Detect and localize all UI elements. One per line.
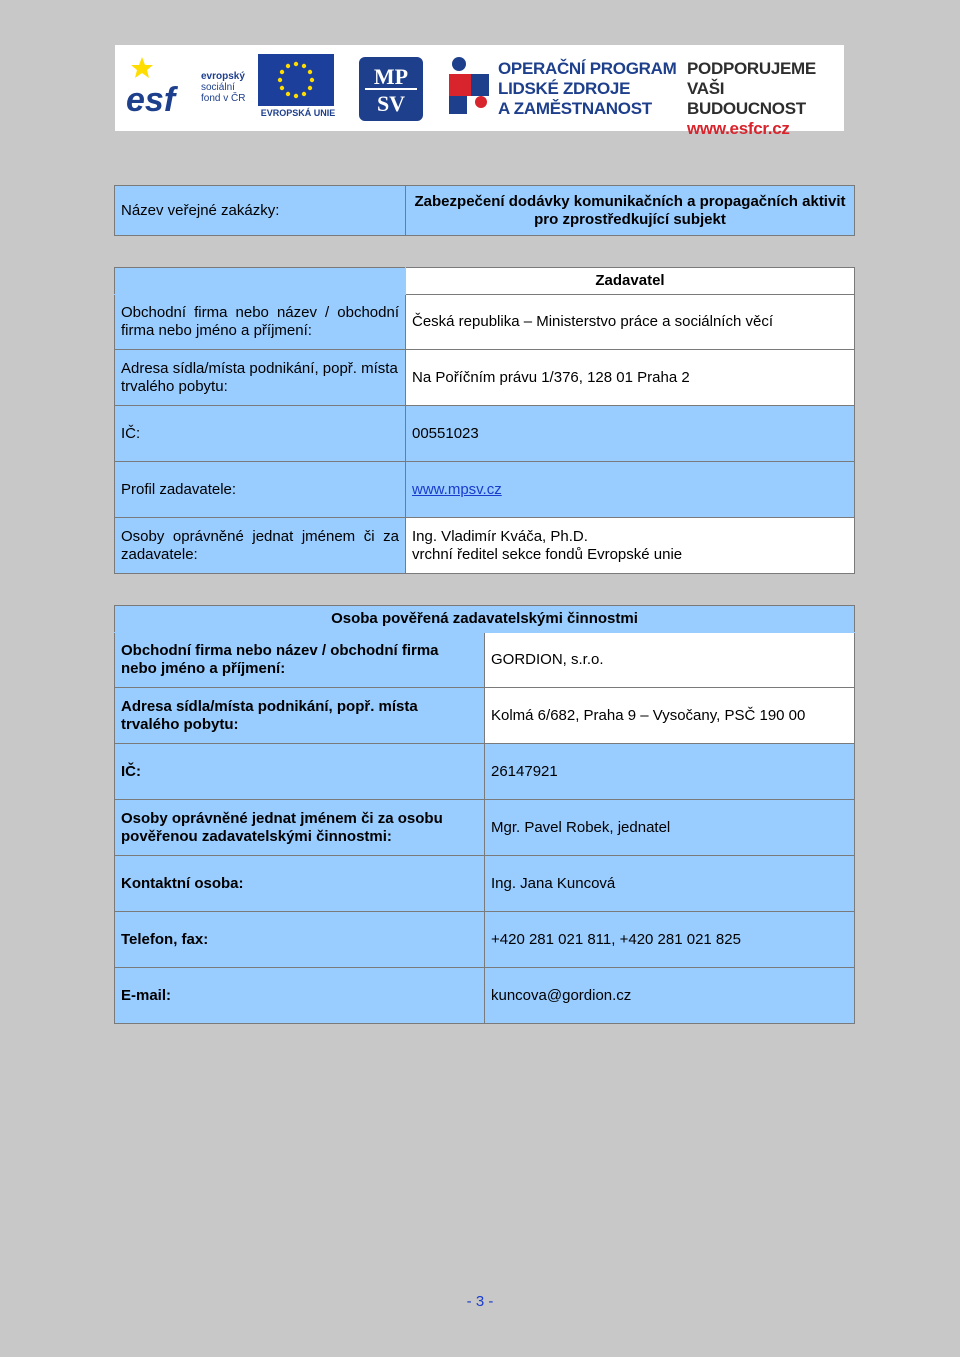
poverena-phone-label: Telefon, fax: <box>115 912 485 968</box>
zadavatel-firm-label: Obchodní firma nebo název / obchodní firma nebo jméno a příjmení: <box>115 295 406 350</box>
poverena-address-value: Kolmá 6/682, Praha 9 – Vysočany, PSČ 190 00 <box>485 688 855 744</box>
zadavatel-persons-cell <box>406 518 855 574</box>
zadavatel-profile-label: Profil zadavatele: <box>115 462 406 518</box>
eu-flag-icon <box>258 54 334 106</box>
poverena-ic-label: IČ: <box>115 744 485 800</box>
poverena-firm-value: GORDION, s.r.o. <box>485 633 855 688</box>
esf-word: esf <box>126 81 176 117</box>
op-program-text <box>498 59 676 119</box>
logo-banner <box>115 45 844 138</box>
zadavatel-table <box>114 267 855 574</box>
contract-title-table <box>114 185 855 236</box>
pod-line-2: VAŠI BUDOUCNOST <box>687 79 806 118</box>
op-line-2: LIDSKÉ ZDROJE <box>498 79 631 98</box>
esf-caption <box>201 71 263 104</box>
zadavatel-persons-role: vrchní ředitel sekce fondů Evropské unie <box>412 545 683 563</box>
poverena-heading: Osoba pověřená zadavatelskými činnostmi <box>115 606 855 633</box>
zadavatel-address-label: Adresa sídla/místa podnikání, popř. místa trvalého pobytu: <box>115 350 406 406</box>
mpsv-top: MP <box>373 64 409 89</box>
poverena-email-value: kuncova@gordion.cz <box>485 968 855 1024</box>
zadavatel-spacer <box>115 268 406 295</box>
esfcr-url: www.esfcr.cz <box>687 119 790 138</box>
esf-line-1: evropský <box>201 71 245 82</box>
poverena-table <box>114 605 855 1024</box>
poverena-contact-value: Ing. Jana Kuncová <box>485 856 855 912</box>
page-number: - 3 - <box>466 1293 494 1310</box>
pod-line-1: PODPORUJEME <box>687 59 816 78</box>
zadavatel-ic-label: IČ: <box>115 406 406 462</box>
poverena-contact-label: Kontaktní osoba: <box>115 856 485 912</box>
poverena-persons-label: Osoby oprávněné jednat jménem či za osobu pověřenou zadavatelskými činnostmi: <box>115 800 485 856</box>
zadavatel-persons-name: Ing. Vladimír Kváča, Ph.D. <box>412 527 588 545</box>
esf-line-3: fond v ČR <box>201 93 246 104</box>
contract-value: Zabezpečení dodávky komunikačních a propagačních aktivit pro zprostředkující subjekt <box>406 186 855 236</box>
zadavatel-persons-label: Osoby oprávněné jednat jménem či za zadavatele: <box>115 518 406 574</box>
poverena-ic-value: 26147921 <box>485 744 855 800</box>
poverena-phone-value: +420 281 021 811, +420 281 021 825 <box>485 912 855 968</box>
mpsv-logo-icon <box>359 57 423 121</box>
zadavatel-heading: Zadavatel <box>406 268 855 295</box>
poverena-persons-value: Mgr. Pavel Robek, jednatel <box>485 800 855 856</box>
op-line-3: A ZAMĚSTNANOST <box>498 99 652 118</box>
mpsv-bottom: SV <box>376 91 406 116</box>
op-people-icon <box>445 54 495 120</box>
poverena-address-label: Adresa sídla/místa podnikání, popř. místa trvalého pobytu: <box>115 688 485 744</box>
poverena-firm-label: Obchodní firma nebo název / obchodní firma nebo jméno a příjmení: <box>115 633 485 688</box>
zadavatel-profile-link[interactable]: www.mpsv.cz <box>412 480 502 498</box>
zadavatel-ic-value: 00551023 <box>406 406 855 462</box>
esf-logo-icon <box>126 55 196 117</box>
eu-caption: EVROPSKÁ UNIE <box>260 108 336 118</box>
esf-line-2: sociální <box>201 82 235 93</box>
poverena-email-label: E-mail: <box>115 968 485 1024</box>
zadavatel-firm-value: Česká republika – Ministerstvo práce a sociálních věcí <box>406 295 855 350</box>
zadavatel-address-value: Na Poříčním právu 1/376, 128 01 Praha 2 <box>406 350 855 406</box>
contract-label: Název veřejné zakázky: <box>115 186 406 236</box>
op-line-1: OPERAČNÍ PROGRAM <box>498 59 677 78</box>
podporujeme-text <box>687 59 844 139</box>
